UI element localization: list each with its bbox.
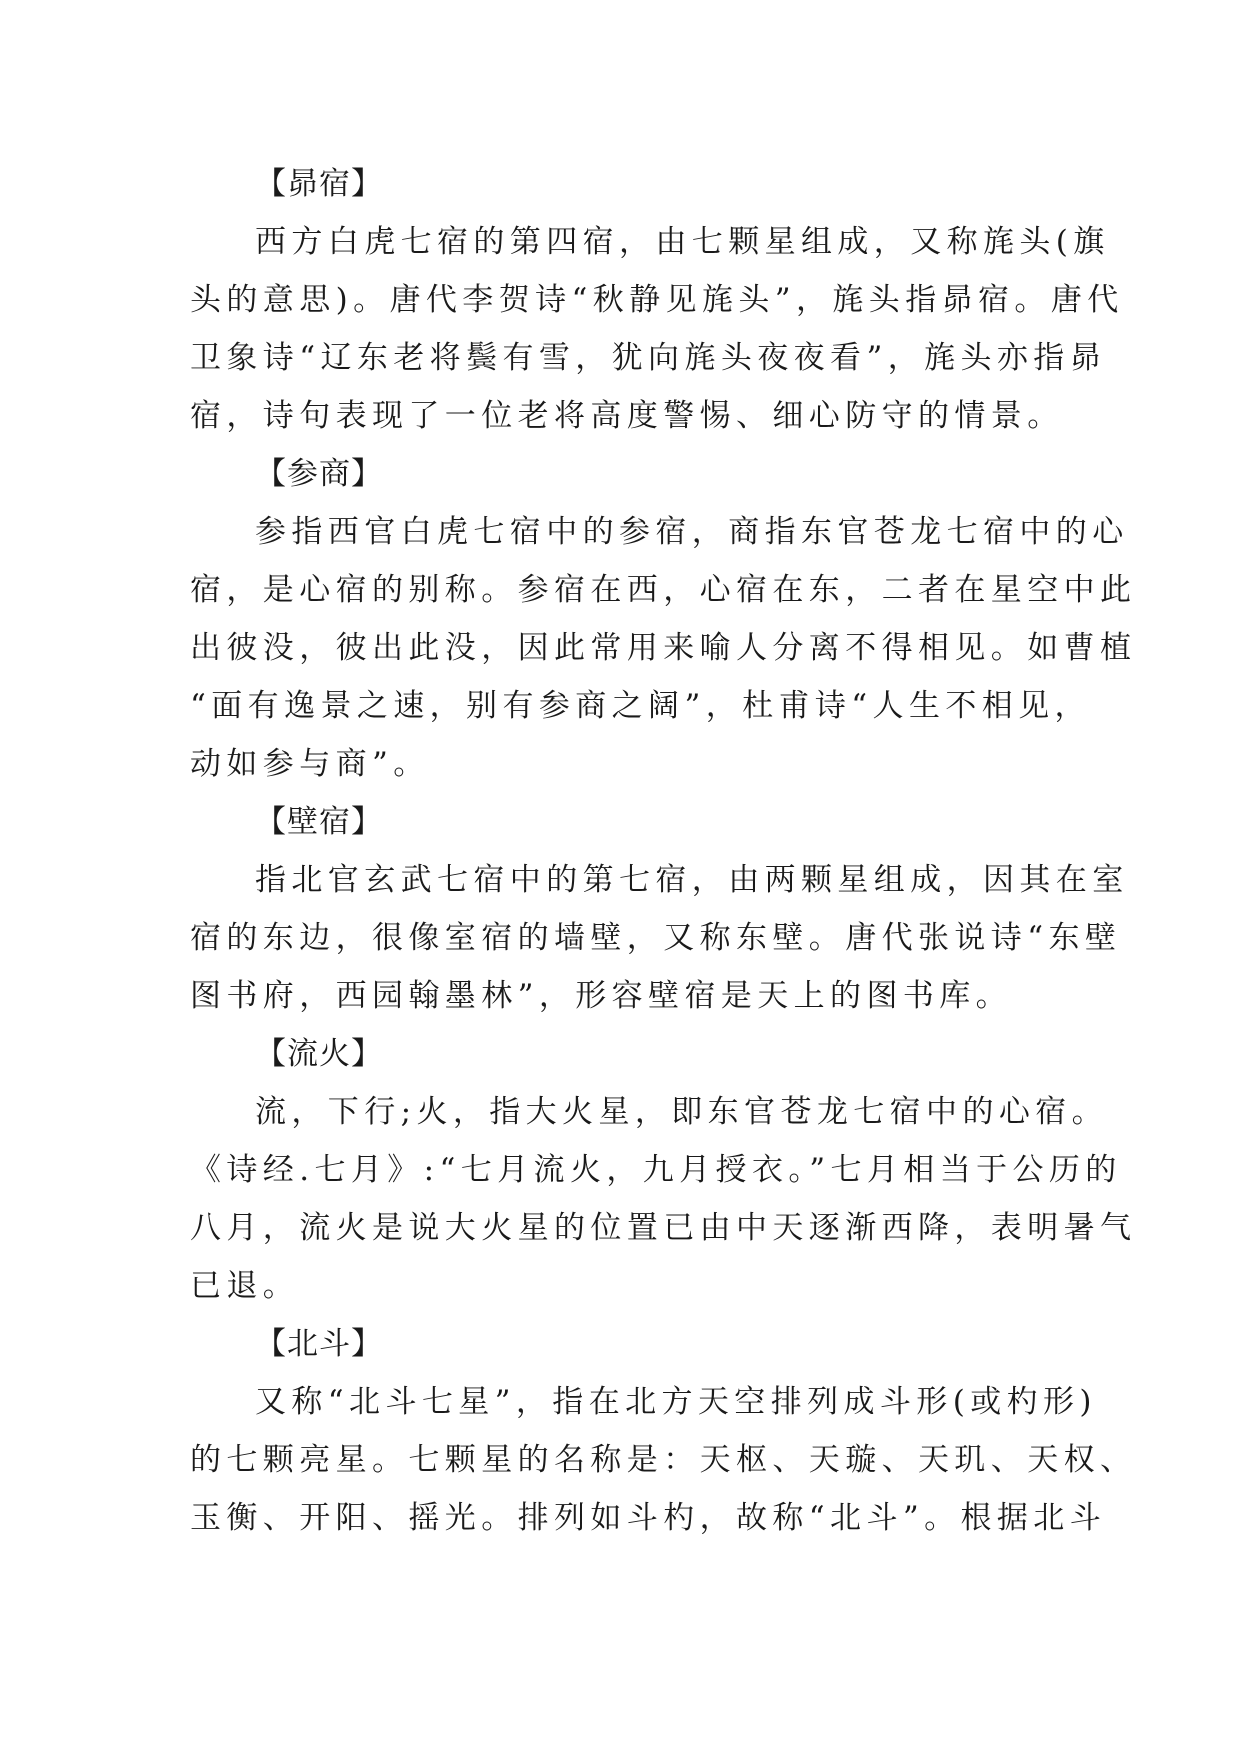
paragraph-line: 宿，是心宿的别称。参宿在西，心宿在东，二者在星空中此 (190, 572, 1137, 608)
paragraph-line: 玉衡、开阳、摇光。排列如斗杓，故称“北斗”。根据北斗 (190, 1500, 1107, 1536)
paragraph-line: 卫象诗“辽东老将鬓有雪，犹向旄头夜夜看”，旄头亦指昴 (190, 340, 1107, 376)
paragraph-line: 又称“北斗七星”，指在北方天空排列成斗形(或杓形) (255, 1384, 1097, 1420)
section-heading: 【北斗】 (255, 1326, 383, 1362)
paragraph-line: 的七颗亮星。七颗星的名称是：天枢、天璇、天玑、天权、 (190, 1442, 1137, 1478)
paragraph-line: 参指西官白虎七宿中的参宿，商指东官苍龙七宿中的心 (255, 514, 1129, 550)
paragraph-line: 西方白虎七宿的第四宿，由七颗星组成，又称旄头(旗 (255, 224, 1110, 260)
section-heading: 【流火】 (255, 1036, 383, 1072)
paragraph-line: “面有逸景之速，别有参商之阔”，杜甫诗“人生不相见， (190, 688, 1091, 724)
paragraph-line: 宿，诗句表现了一位老将高度警惕、细心防守的情景。 (190, 398, 1064, 434)
paragraph-line: 动如参与商”。 (190, 746, 430, 782)
paragraph-line: 头的意思)。唐代李贺诗“秋静见旄头”，旄头指昴宿。唐代 (190, 282, 1124, 318)
paragraph-line: 出彼没，彼出此没，因此常用来喻人分离不得相见。如曹植 (190, 630, 1137, 666)
paragraph-line: 指北官玄武七宿中的第七宿，由两颗星组成，因其在室 (255, 862, 1129, 898)
section-heading: 【参商】 (255, 456, 383, 492)
paragraph-line: 宿的东边，很像室宿的墙壁，又称东壁。唐代张说诗“东壁 (190, 920, 1122, 956)
section-heading: 【昴宿】 (255, 166, 383, 202)
document-body (190, 155, 1137, 1547)
paragraph-line: 图书府，西园翰墨林”，形容壁宿是天上的图书库。 (190, 978, 1013, 1014)
paragraph-line: 流，下行;火，指大火星，即东官苍龙七宿中的心宿。 (255, 1094, 1109, 1130)
paragraph-line: 已退。 (190, 1268, 300, 1304)
section-heading: 【壁宿】 (255, 804, 383, 840)
paragraph-line: 《诗经.七月》:“七月流火，九月授衣。”七月相当于公历的 (190, 1152, 1122, 1188)
paragraph-line: 八月，流火是说大火星的位置已由中天逐渐西降，表明暑气 (190, 1210, 1137, 1246)
